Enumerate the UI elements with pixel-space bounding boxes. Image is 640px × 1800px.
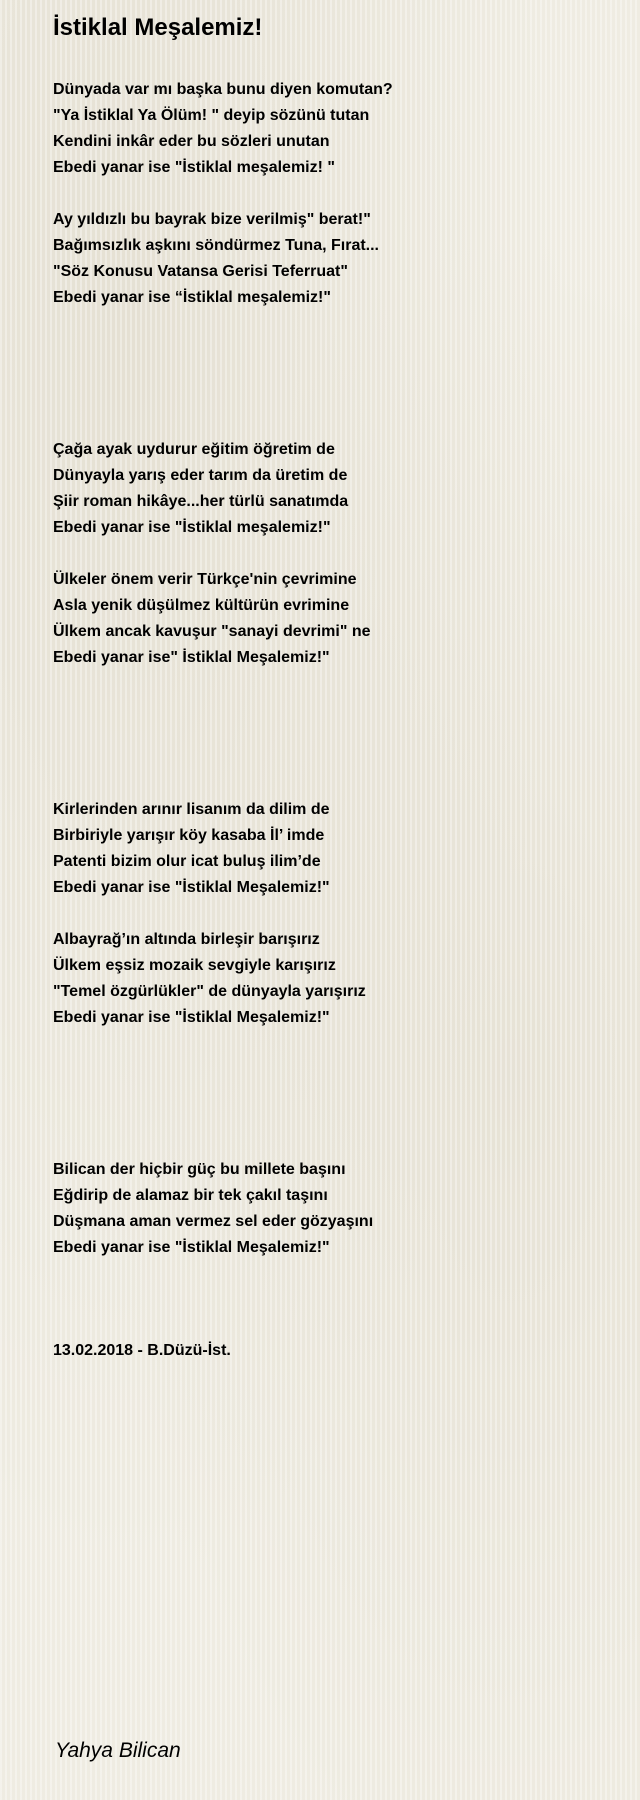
poem-line: Patenti bizim olur icat buluş ilim’de (53, 853, 321, 870)
poem-line: Dünyayla yarış eder tarım da üretim de (53, 467, 348, 484)
poem-line: Ülkem eşsiz mozaik sevgiyle karışırız (53, 957, 336, 974)
poem-line: "Ya İstiklal Ya Ölüm! " deyip sözünü tutan (53, 107, 370, 124)
poem-line: Dünyada var mı başka bunu diyen komutan? (53, 81, 393, 98)
poem-line: Ülkeler önem verir Türkçe'nin çevrimine (53, 571, 357, 588)
poem-line: Ebedi yanar ise "İstiklal meşalemiz! " (53, 159, 335, 176)
poem-line: Ebedi yanar ise" İstiklal Meşalemiz!" (53, 649, 330, 666)
poem-line: Ebedi yanar ise "İstiklal Meşalemiz!" (53, 879, 330, 896)
poem-line: Şiir roman hikâye...her türlü sanatımda (53, 493, 349, 510)
date-signature: 13.02.2018 - B.Düzü-İst. (53, 1342, 231, 1359)
poem-line: Ebedi yanar ise "İstiklal Meşalemiz!" (53, 1239, 330, 1256)
poem-line: "Söz Konusu Vatansa Gerisi Teferruat" (53, 263, 348, 280)
stanza-2 (53, 207, 379, 311)
poem-line: Eğdirip de alamaz bir tek çakıl taşını (53, 1187, 328, 1204)
stanza-4 (53, 567, 371, 671)
poem-line: "Temel özgürlükler" de dünyayla yarışırız (53, 983, 366, 1000)
poem-line: Düşmana aman vermez sel eder gözyaşını (53, 1213, 374, 1230)
stanza-1 (53, 77, 393, 181)
poem-line: Ebedi yanar ise “İstiklal meşalemiz!" (53, 289, 331, 306)
poem-line: Albayrağ’ın altında birleşir barışırız (53, 931, 320, 948)
stanza-7 (53, 1157, 373, 1261)
poem-line: Ay yıldızlı bu bayrak bize verilmiş" berat!" (53, 211, 371, 228)
poem-line: Ebedi yanar ise "İstiklal meşalemiz!" (53, 519, 331, 536)
stanza-5 (53, 797, 330, 901)
poem-line: Kendini inkâr eder bu sözleri unutan (53, 133, 330, 150)
poem-line: Ülkem ancak kavuşur "sanayi devrimi" ne (53, 623, 371, 640)
poem-line: Çağa ayak uydurur eğitim öğretim de (53, 441, 335, 458)
stanza-3 (53, 437, 348, 541)
poem-line: Ebedi yanar ise "İstiklal Meşalemiz!" (53, 1009, 330, 1026)
poem-line: Kirlerinden arınır lisanım da dilim de (53, 801, 330, 818)
stanza-6 (53, 927, 366, 1031)
author-name: Yahya Bilican (55, 1739, 181, 1762)
poem-line: Birbiriyle yarışır köy kasaba İl’ imde (53, 827, 325, 844)
poem-title: İstiklal Meşalemiz! (53, 14, 263, 41)
poem-line: Asla yenik düşülmez kültürün evrimine (53, 597, 350, 614)
poem-line: Bağımsızlık aşkını söndürmez Tuna, Fırat... (53, 237, 379, 254)
poem-line: Bilican der hiçbir güç bu millete başını (53, 1161, 346, 1178)
